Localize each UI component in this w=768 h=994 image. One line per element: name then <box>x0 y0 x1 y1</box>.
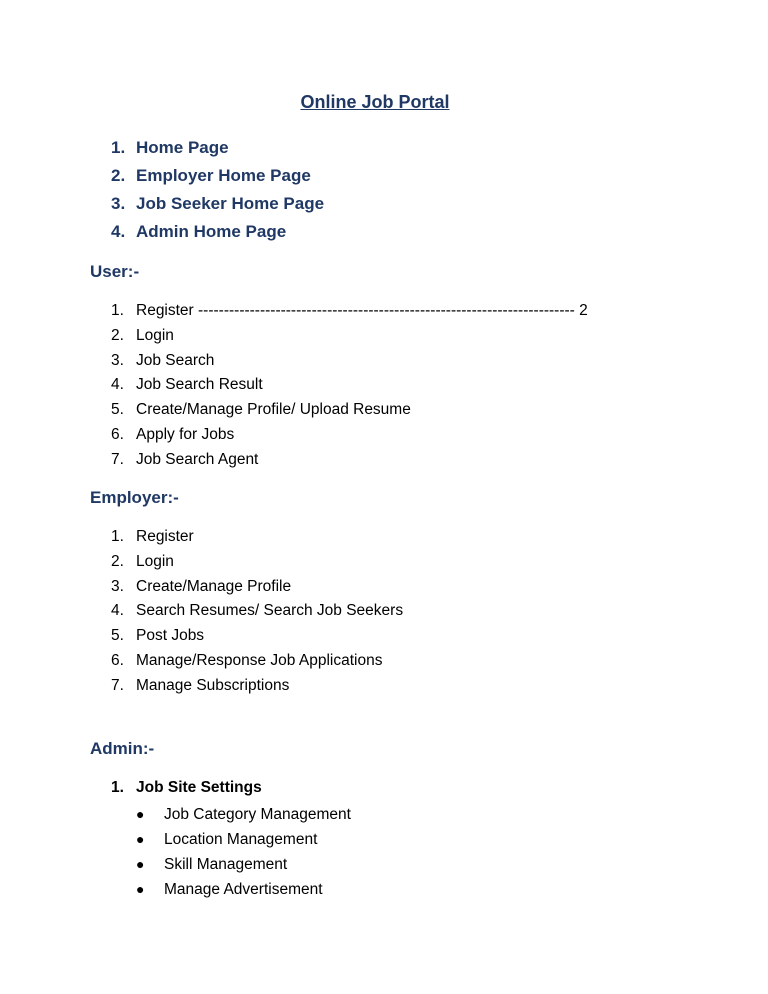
list-number: 5. <box>111 401 124 419</box>
list-item-label: Create/Manage Profile <box>136 577 292 595</box>
list-item-label: Login <box>136 326 174 344</box>
admin-list <box>111 777 262 802</box>
list-number: 3. <box>111 351 124 369</box>
bullet-icon: ● <box>136 881 145 897</box>
list-number: 2. <box>111 326 124 344</box>
list-number: 2. <box>111 552 124 570</box>
list-item <box>111 164 324 192</box>
list-item <box>111 399 588 424</box>
list-item-label: Search Resumes/ Search Job Seekers <box>136 602 404 620</box>
list-item <box>111 576 403 601</box>
list-item <box>111 675 403 700</box>
list-item <box>111 220 324 248</box>
list-item-label: Register ------------------------------------------------------------------------- 2 <box>136 302 588 319</box>
list-number: 7. <box>111 450 124 468</box>
list-item <box>111 777 262 802</box>
list-item <box>111 374 588 399</box>
user-list <box>111 300 588 474</box>
list-item-label: Job Search Result <box>136 376 263 394</box>
list-number: 6. <box>111 651 124 669</box>
list-item <box>111 449 588 474</box>
bullet-icon: ● <box>136 806 145 822</box>
list-number: 1. <box>111 779 124 796</box>
list-item-label: Admin Home Page <box>136 222 287 241</box>
list-number: 1. <box>111 528 124 545</box>
document-title: Online Job Portal <box>300 92 450 112</box>
list-number: 2. <box>111 166 126 185</box>
list-number: 4. <box>111 222 126 241</box>
admin-heading: Admin:- <box>90 739 155 758</box>
list-item <box>111 424 588 449</box>
list-item-label: Home Page <box>136 138 229 157</box>
list-item <box>111 136 324 164</box>
list-item-label: Job Seeker Home Page <box>136 194 325 213</box>
list-item-label: Register <box>136 528 194 545</box>
list-number: 4. <box>111 602 124 620</box>
employer-list <box>111 526 403 700</box>
list-number: 4. <box>111 376 124 394</box>
list-number: 1. <box>111 302 124 319</box>
list-item <box>111 325 588 350</box>
list-item <box>111 625 403 650</box>
list-number: 5. <box>111 627 124 645</box>
list-item-label: Login <box>136 552 174 570</box>
list-item-label: Job Search Agent <box>136 450 259 468</box>
list-item <box>136 828 351 853</box>
list-item <box>111 192 324 220</box>
list-item <box>136 853 351 878</box>
bullet-icon: ● <box>136 831 145 847</box>
pages-list <box>111 136 324 248</box>
list-item <box>111 526 403 551</box>
list-item-label: Employer Home Page <box>136 166 311 185</box>
list-item-label: Post Jobs <box>136 627 205 645</box>
list-item-label: Job Search <box>136 351 215 369</box>
list-number: 6. <box>111 425 124 443</box>
list-item <box>136 803 351 828</box>
list-item-label: Manage Advertisement <box>164 881 323 898</box>
list-item <box>111 300 588 325</box>
list-item-label: Job Category Management <box>164 806 351 823</box>
list-item <box>111 551 403 576</box>
user-heading: User:- <box>90 262 140 281</box>
list-number: 1. <box>111 138 126 157</box>
list-item <box>136 878 351 903</box>
list-item-label: Skill Management <box>164 856 288 873</box>
list-item <box>111 350 588 375</box>
admin-sub-list <box>136 803 351 903</box>
list-item-label: Manage/Response Job Applications <box>136 651 383 669</box>
list-item-label: Apply for Jobs <box>136 425 235 443</box>
list-item-label: Job Site Settings <box>136 779 262 796</box>
list-item <box>111 600 403 625</box>
bullet-icon: ● <box>136 856 145 872</box>
employer-heading: Employer:- <box>90 488 179 507</box>
list-item-label: Create/Manage Profile/ Upload Resume <box>136 401 411 419</box>
list-number: 3. <box>111 194 126 213</box>
list-item-label: Manage Subscriptions <box>136 676 290 694</box>
list-item-label: Location Management <box>164 831 318 848</box>
list-number: 3. <box>111 577 124 595</box>
list-number: 7. <box>111 676 124 694</box>
list-item <box>111 650 403 675</box>
